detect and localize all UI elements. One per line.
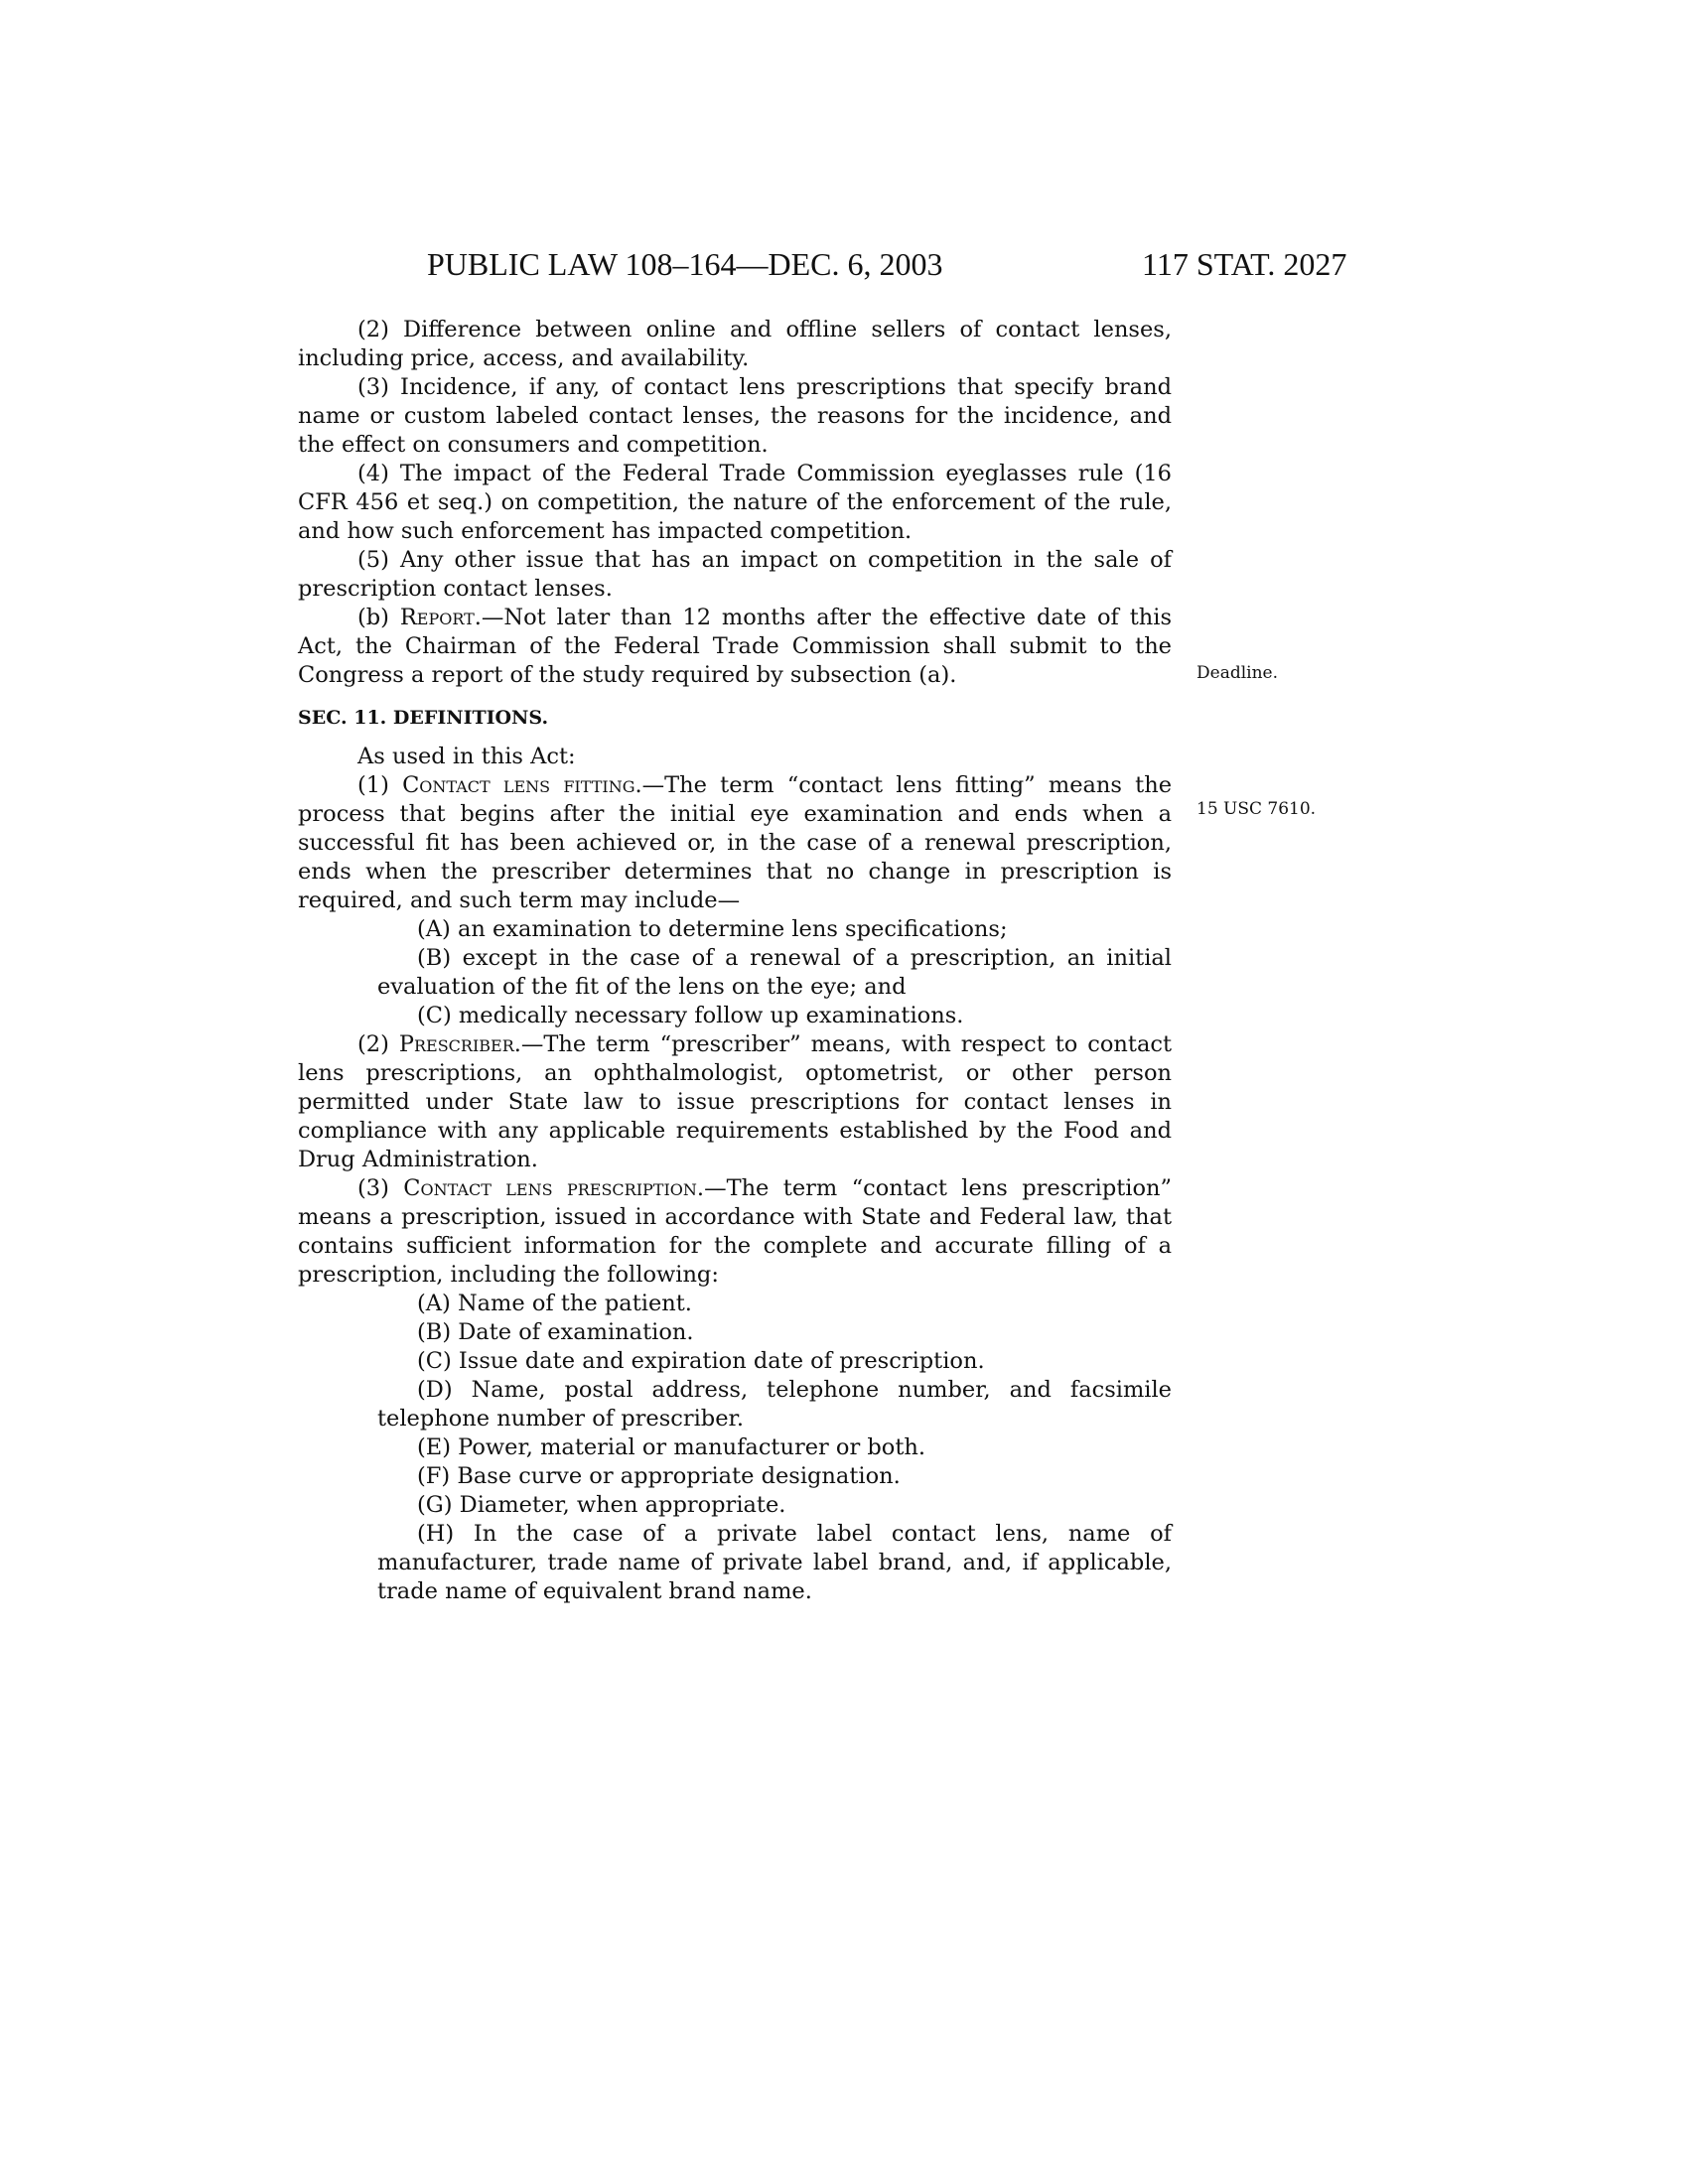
report-text: —Not later than 12 months after the effective date of this Act, the Chairman of the Federal Trade Commission shall submit to the Congress a report of the study required by subsection (a). (298, 605, 1172, 688)
margin-note-deadline: Deadline. (1196, 663, 1278, 683)
paragraph-item-4: (4) The impact of the Federal Trade Commission eyeglasses rule (16 CFR 456 et seq.) on competition, the nature of the enforcement of the rule, and how such enforcement has impacted competition. (298, 461, 1172, 544)
paragraph-def-3-h: (H) In the case of a private label contact lens, name of manufacturer, trade name of private label brand, and, if applicable, trade name of equivalent brand name. (377, 1521, 1172, 1604)
paragraph-def-1-c: (C) medically necessary follow up examinations. (417, 1003, 964, 1028)
paragraph-item-3: (3) Incidence, if any, of contact lens prescriptions that specify brand name or custom labeled contact lenses, the reasons for the incidence, and the effect on consumers and competition. (298, 374, 1172, 458)
report-number: (b) (357, 605, 400, 630)
paragraph-intro: As used in this Act: (357, 744, 576, 769)
paragraph-def-1 (298, 771, 1172, 915)
paragraph-report (298, 604, 1172, 690)
paragraph-def-3-b: (B) Date of examination. (417, 1319, 694, 1345)
def1-number: (1) (357, 772, 403, 798)
def3-number: (3) (357, 1175, 404, 1201)
def3-text: —The term “contact lens prescription” means a prescription, issued in accordance with State and Federal law, that contains sufficient information for the complete and accurate filling of a prescription, including the following: (298, 1175, 1172, 1288)
paragraph-item-5: (5) Any other issue that has an impact on competition in the sale of prescription contact lenses. (298, 547, 1172, 602)
paragraph-def-3 (298, 1174, 1172, 1290)
def2-number: (2) (357, 1031, 399, 1057)
margin-note-usc-citation: 15 USC 7610. (1196, 799, 1317, 819)
body-text (298, 316, 1172, 1606)
paragraph-def-2 (298, 1030, 1172, 1174)
paragraph-def-3-g: (G) Diameter, when appropriate. (417, 1492, 786, 1518)
def1-heading: Contact lens fitting. (402, 772, 642, 798)
running-header-stat: 117 STAT. 2027 (1142, 246, 1347, 282)
paragraph-def-3-c: (C) Issue date and expiration date of prescription. (417, 1348, 985, 1374)
paragraph-item-2: (2) Difference between online and offline sellers of contact lenses, including price, access, and availability. (298, 317, 1172, 371)
paragraph-def-1-a: (A) an examination to determine lens specifications; (417, 916, 1008, 942)
def1-text: —The term “contact lens fitting” means the process that begins after the initial eye examination and ends when a successful fit has been achieved or, in the case of a renewal prescription, ends when the prescriber determines that no change in prescription is required, and such term may include— (298, 772, 1173, 913)
paragraph-def-1-b: (B) except in the case of a renewal of a prescription, an initial evaluation of the fit of the lens on the eye; and (377, 945, 1172, 1000)
report-heading: Report. (399, 605, 482, 630)
paragraph-def-3-e: (E) Power, material or manufacturer or both. (417, 1434, 926, 1460)
def2-heading: Prescriber. (398, 1031, 521, 1057)
def2-text: —The term “prescriber” means, with respect to contact lens prescriptions, an ophthalmologist, optometrist, or other person permitted under State law to issue prescriptions for contact lenses in compliance with any applicable requirements established by the Food and Drug Administration. (298, 1031, 1172, 1172)
paragraph-def-3-d: (D) Name, postal address, telephone number, and facsimile telephone number of prescriber. (377, 1377, 1172, 1432)
def3-heading: Contact lens prescription. (403, 1175, 705, 1201)
paragraph-def-3-a: (A) Name of the patient. (417, 1291, 692, 1316)
running-header-title: PUBLIC LAW 108–164—DEC. 6, 2003 (427, 246, 943, 282)
section-heading: SEC. 11. DEFINITIONS. (298, 707, 549, 729)
paragraph-def-3-f: (F) Base curve or appropriate designation. (417, 1463, 901, 1489)
